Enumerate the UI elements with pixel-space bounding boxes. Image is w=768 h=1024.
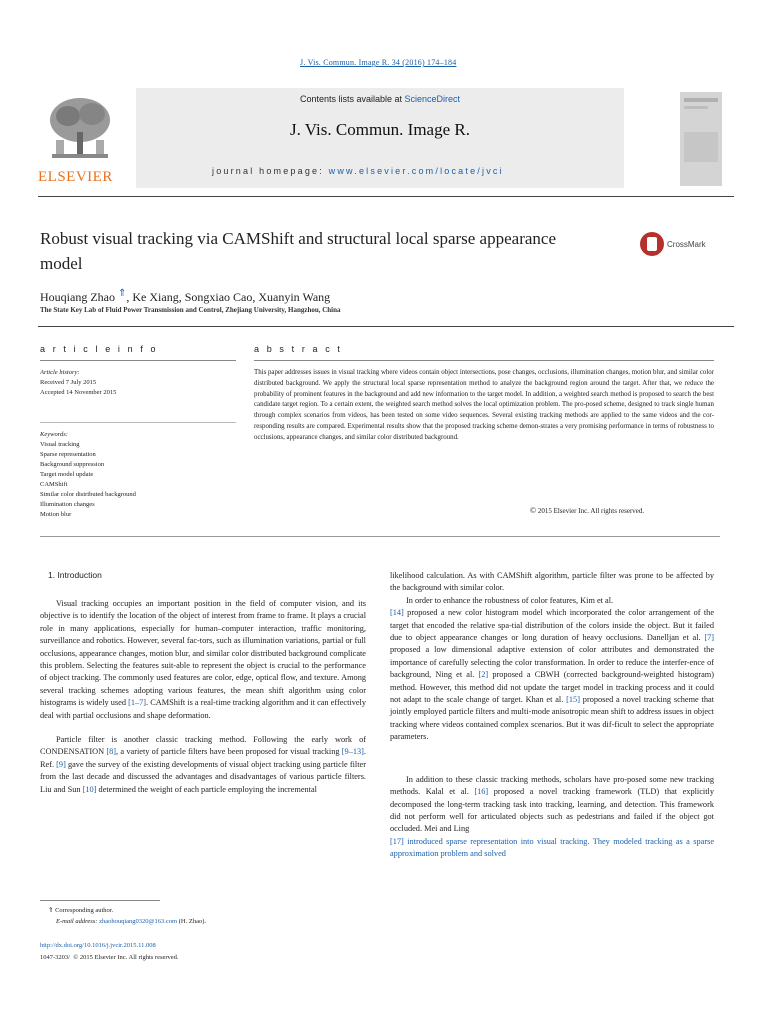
doi-link-text[interactable]: http://dx.doi.org/10.1016/j.jvcir.2015.11.008 [40, 942, 156, 949]
paragraph-text: proposed a CBWH (corrected background-weighted histogram) method. However, this method did not update the target model in tracking process and it could not adapt to the scale change of target. Khan et al. [390, 670, 714, 705]
paragraph-text: In order to enhance the robustness of color features, Kim et al. [406, 595, 614, 605]
paragraph-text: proposed a new color histogram model which incorporated the color arrangement of the target that encoded the relative spa-tial distribution of the colors inside the object. But it failed due to object appearance changes or long duration of heavy occlusions. Danelljan et al. [390, 608, 714, 643]
reference-link[interactable]: [17] [390, 836, 404, 846]
email-label: E-mail address: [56, 918, 100, 925]
keyword: Visual tracking [40, 441, 80, 448]
reference-link[interactable]: [7] [704, 633, 714, 643]
keyword: Illumination changes [40, 501, 95, 508]
email-tail: (H. Zhao). [177, 918, 206, 925]
paragraph-text: proposed a novel tracking scheme that jointly employed particle filters and multi-mode anisotropic mean shift to address issues in object tracking where videos contained complex scenarios. But it was dif-ficult to select the appropriate parameters. [390, 695, 714, 742]
abstract-text: This paper addresses issues in visual tracking where videos contain object intersections, pose changes, occlusions, illumination changes, motion blur, and similar color distributed background. We apply the structural local sparse representation method to analyze the background region around the target. After that, we reduce the probability of prominent features in the background and add new information to the target model. In addition, a weighted search method is proposed to search the best candidate target region. To a certain extent, the weighted search method solves the local optimization problem. The pro-posed scheme, designed to track single human through complex scenarios from videos, has been tested on some video sequences. Several existing tracking methods are applied to the same videos and the cor-responding results are compared. Experimental results show that the proposed tracking scheme demon-strates a very promising performance in terms of robustness to occlusions, appearance changes, and similar color distributed background. [254, 369, 714, 441]
copyright-icon: © [73, 954, 79, 961]
footnote-text: Corresponding author. [53, 907, 114, 914]
affiliation: The State Key Lab of Fluid Power Transmission and Control, Zhejiang University, Hangzhou, China [40, 306, 341, 314]
reference-link[interactable]: [8] [106, 747, 117, 757]
abstract-heading: a b s t r a c t [254, 344, 343, 354]
keyword: Background suppression [40, 461, 105, 468]
email-footnote [56, 918, 206, 925]
journal-cover-image [680, 92, 722, 186]
keywords-label: Keywords: [40, 431, 68, 438]
reference-link[interactable]: [16] [474, 787, 489, 797]
paragraph-text: Visual tracking occupies an important position in the field of computer vision, and its objective is to identify the location of the object of interest from frame to frame. It plays a crucial role in many applications, especially for human–computer interaction, traffic monitoring, surveillance and robotics. However, several fac-tors, such as illumination variations, partial or full occlusions, appearance changes, motion blur, and similar color distributed background complicate this problem. Selecting the features suit-able to represent the object is crucial to the performance of object tracking. The commonly used features are color, edge, optical flow, and texture. Among several tracking schemes adopting various features, the mean shift algorithm using color histograms is widely used [40, 599, 366, 708]
journal-banner [136, 88, 624, 188]
elsevier-tree-icon [38, 94, 122, 166]
title-rule [38, 326, 734, 327]
paragraph-text: . Ref. [40, 747, 366, 769]
paragraph-text: gave the survey of the existing developments of visual object tracking using particle filter from the last decade and discussed the advantages and disadvantages of various particle filters. Liu and Sun [40, 759, 366, 794]
paragraph-text: In addition to these classic tracking methods, scholars have pro-posed some new tracking methods. Kalal et al. [390, 774, 714, 797]
footnote-marker: ⇑ [48, 907, 54, 914]
paragraph-text: Particle filter is another classic tracking method. Following the early work of CONDENSATION [40, 735, 366, 757]
email-link[interactable]: zhaohouqiang0320@163.com [99, 918, 178, 925]
keyword: CAMShift [40, 481, 68, 488]
intro-paragraph-5 [390, 774, 714, 861]
keyword: Motion blur [40, 511, 72, 518]
journal-homepage-line [212, 166, 504, 176]
paragraph-text: proposed a low dimensional adaptive extension of color attributes and demonstrated the importance of carefully selecting the color transformation. In order to reduce the interfer-ence of background, Ning et al. [390, 645, 714, 680]
intro-paragraph-2 [40, 734, 366, 796]
contents-line [136, 94, 624, 104]
first-author: Houqiang Zhao [40, 290, 115, 304]
doi-link[interactable] [40, 942, 156, 949]
crossmark-badge[interactable] [640, 232, 706, 256]
corresponding-author-marker[interactable]: ⇑ [117, 288, 127, 299]
reference-link[interactable]: [1–7] [128, 698, 147, 708]
article-title: Robust visual tracking via CAMShift and structural local sparse appearance model [40, 229, 556, 273]
reference-link[interactable]: [10] [82, 784, 97, 794]
intro-paragraph-4 [390, 595, 714, 744]
journal-citation-link[interactable]: J. Vis. Commun. Image R. 34 (2016) 174–184 [300, 58, 457, 67]
abstract-copyright [530, 506, 644, 515]
sciencedirect-link[interactable]: ScienceDirect [404, 94, 461, 104]
paragraph-text: determined the weight of each particle employing the incremental [96, 784, 317, 794]
paragraph-text: introduced sparse representation into visual tracking. They modeled tracking as a sparse approximation problem and solved [390, 836, 714, 859]
footnote-rule [40, 900, 160, 901]
homepage-prefix: journal homepage: [212, 166, 329, 176]
header-rule [38, 196, 734, 197]
paragraph-text: . CAMShift is a real-time tracking algorithm and it can effectively deal with partial occlusions and shape deformation. [40, 698, 366, 720]
journal-name: J. Vis. Commun. Image R. [289, 120, 470, 139]
elsevier-logo [38, 94, 122, 184]
reference-link[interactable]: [2] [478, 670, 489, 680]
paragraph-text: proposed a novel tracking framework (TLD) that explicitly decomposed the long-term tracking task into tracking, learning, and detection. This framework did not perform well for articulated objects such as pedestrians and failed if the object got occluded. Mei and Ling [390, 787, 714, 834]
issn-text: 1047-3203/ [40, 954, 70, 961]
paragraph-text: , a variety of particle filters have been proposed for visual tracking [116, 747, 342, 757]
history-received: Received 7 July 2015 [40, 379, 97, 386]
reference-link[interactable]: [9–13] [341, 747, 364, 757]
right-column [390, 570, 714, 861]
article-history [40, 368, 116, 398]
issn-tail: 2015 Elsevier Inc. All rights reserved. [79, 954, 179, 961]
corresponding-footnote [48, 906, 113, 914]
keyword: Target model update [40, 471, 94, 478]
other-authors: , Ke Xiang, Songxiao Cao, Xuanyin Wang [126, 290, 331, 304]
issn-line [40, 954, 179, 961]
copyright-text: 2015 Elsevier Inc. All rights reserved. [537, 507, 645, 515]
left-column [40, 598, 366, 796]
abstract-bottom-rule [40, 536, 720, 537]
history-accepted: Accepted 14 November 2015 [40, 389, 117, 396]
reference-link[interactable]: [9] [56, 759, 66, 769]
intro-paragraph-3: likelihood calculation. As with CAMShift algorithm, particle filter was prone to be affected by the background with similar color. [390, 571, 714, 593]
crossmark-icon [640, 232, 664, 256]
homepage-link[interactable]: www.elsevier.com/locate/jvci [328, 166, 504, 176]
author-list [40, 288, 330, 305]
crossmark-label: CrossMark [667, 239, 706, 249]
keyword: Sparse representation [40, 451, 96, 458]
section-heading: 1. Introduction [48, 570, 102, 580]
keywords-block [40, 430, 136, 520]
journal-cover-thumbnail [680, 92, 722, 186]
reference-link[interactable]: [14] [390, 608, 404, 618]
article-info-heading: a r t i c l e i n f o [40, 344, 159, 354]
history-label: Article history: [40, 369, 80, 376]
reference-link[interactable]: [15] [566, 695, 580, 705]
contents-prefix: Contents lists available at [299, 94, 405, 104]
intro-paragraph-1 [40, 598, 366, 722]
keyword: Similar color distributed background [40, 491, 136, 498]
copyright-icon: © [530, 506, 537, 515]
article-info-rule [40, 360, 236, 361]
history-rule [40, 422, 236, 423]
abstract-rule [254, 360, 714, 361]
elsevier-wordmark: ELSEVIER [38, 169, 113, 185]
